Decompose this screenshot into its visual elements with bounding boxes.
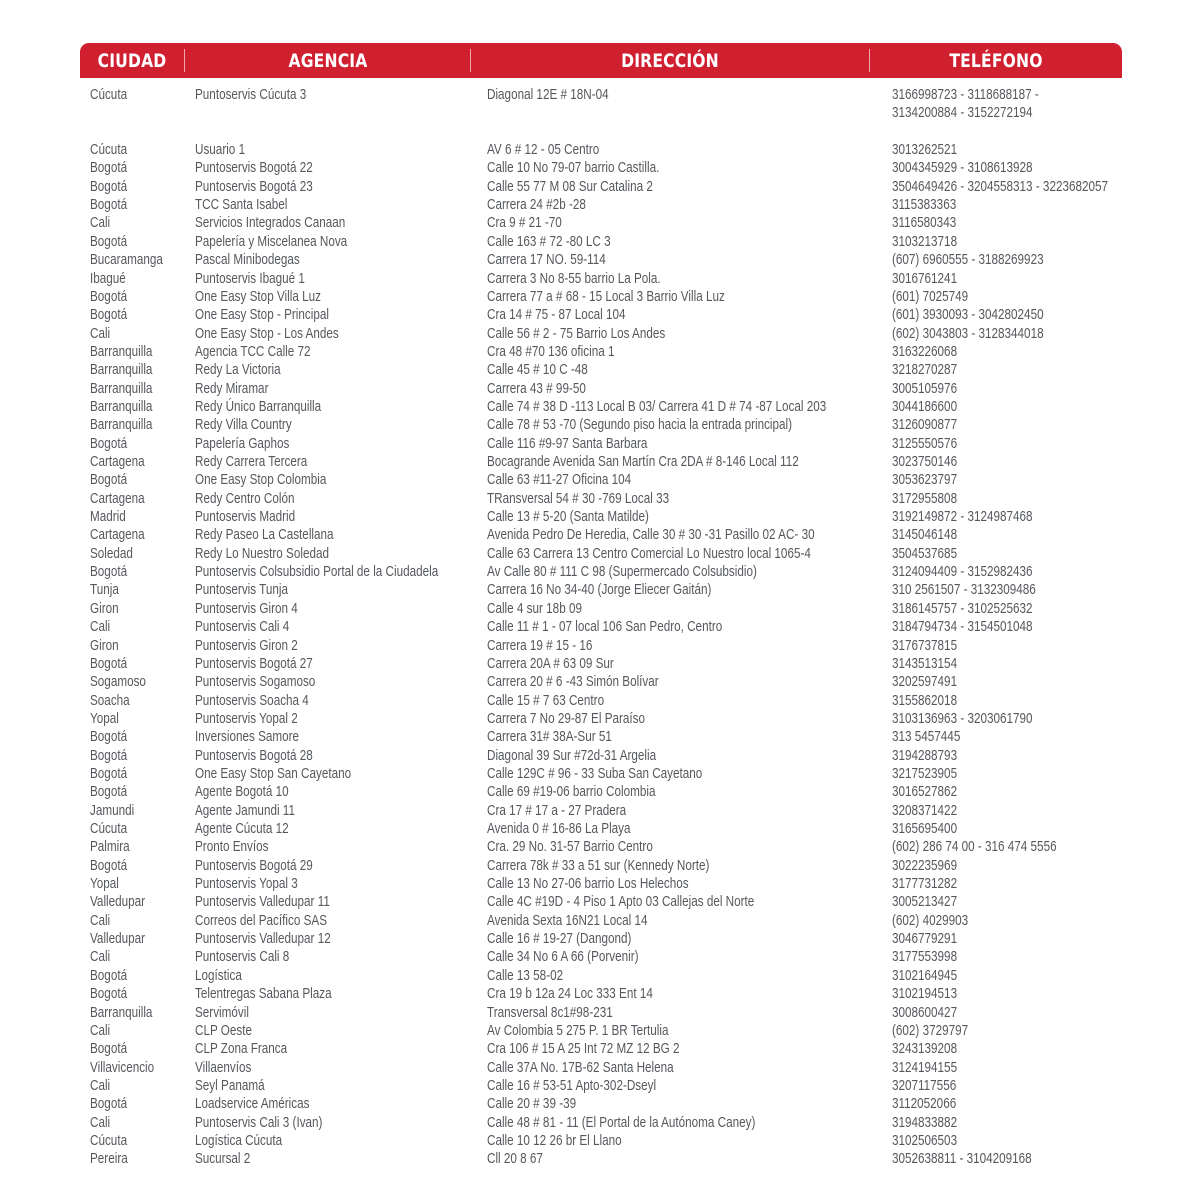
city-cell: Cartagena (90, 489, 145, 507)
city-cell: Cali (90, 1021, 111, 1039)
phone-cell: (602) 3043803 - 3128344018 (892, 324, 1044, 342)
table-row (0, 343, 1200, 361)
table-row (0, 233, 1200, 251)
phone-cell: (602) 3729797 (892, 1021, 969, 1039)
city-cell: Bogotá (90, 287, 128, 305)
table-row (0, 637, 1200, 655)
city-cell: Madrid (90, 508, 126, 526)
table-row (0, 508, 1200, 526)
address-cell: Calle 78 # 53 -70 (Segundo piso hacia la entrada principal) (487, 416, 793, 434)
agency-cell: Puntoservis Cali 8 (195, 948, 290, 966)
phone-cell: 3102164945 (892, 966, 958, 984)
phone-cell: 3145046148 (892, 526, 958, 544)
table-row (0, 435, 1200, 453)
phone-cell: 3218270287 (892, 361, 958, 379)
agency-cell: Puntoservis Yopal 3 (195, 875, 298, 893)
address-cell: Avenida Pedro De Heredia, Calle 30 # 30 -31 Pasillo 02 AC- 30 (487, 526, 815, 544)
phone-cell: 3207117556 (892, 1076, 957, 1094)
agency-cell: Puntoservis Bogotá 27 (195, 654, 313, 672)
header-telefono: TELÉFONO (949, 50, 1043, 72)
table-row (0, 581, 1200, 599)
agency-cell: Villaenvíos (195, 1058, 252, 1076)
city-cell: Jamundi (90, 801, 135, 819)
agency-cell: One Easy Stop Colombia (195, 471, 327, 489)
address-cell: Calle 16 # 19-27 (Dangond) (487, 930, 632, 948)
agency-cell: Puntoservis Valledupar 11 (195, 893, 330, 911)
header-direccion: DIRECCIÓN (621, 50, 719, 72)
address-cell: Calle 15 # 7 63 Centro (487, 691, 605, 709)
table-row (0, 985, 1200, 1003)
table-row (0, 673, 1200, 691)
address-cell: Calle 34 No 6 A 66 (Porvenir) (487, 948, 639, 966)
phone-cell: 3194833882 (892, 1113, 958, 1131)
address-cell: Cra 19 b 12a 24 Loc 333 Ent 14 (487, 985, 653, 1003)
address-cell: Calle 129C # 96 - 33 Suba San Cayetano (487, 764, 703, 782)
city-cell: Cúcuta (90, 1131, 128, 1149)
address-cell: Carrera 20A # 63 09 Sur (487, 654, 614, 672)
phone-cell: 3177731282 (892, 875, 958, 893)
phone-cell: (602) 286 74 00 - 316 474 5556 (892, 838, 1057, 856)
table-row (0, 1004, 1200, 1022)
table-row (0, 416, 1200, 434)
agency-cell: Redy Miramar (195, 379, 269, 397)
city-cell: Bogotá (90, 471, 128, 489)
city-cell: Bogotá (90, 746, 128, 764)
address-cell: Calle 74 # 38 D -113 Local B 03/ Carrera 41 D # 74 -87 Local 203 (487, 397, 827, 415)
phone-cell: 3016527862 (892, 783, 958, 801)
agency-cell: Servicios Integrados Canaan (195, 214, 346, 232)
phone-cell: 3023750146 (892, 453, 958, 470)
agency-cell: Seyl Panamá (195, 1076, 265, 1094)
address-cell: Calle 63 Carrera 13 Centro Comercial Lo Nuestro local 1065-4 (487, 544, 811, 562)
city-cell: Bogotá (90, 177, 128, 195)
phone-cell: 3177553998 (892, 948, 958, 966)
agency-cell: Redy Lo Nuestro Soledad (195, 544, 329, 562)
phone-cell: 3143513154 (892, 654, 958, 672)
city-cell: Giron (90, 599, 119, 617)
phone-cell: (601) 7025749 (892, 287, 969, 305)
table-row (0, 306, 1200, 324)
city-cell: Cali (90, 324, 111, 342)
city-cell: Cartagena (90, 526, 145, 544)
table-row-continuation (0, 104, 1200, 122)
agency-cell: Redy Villa Country (195, 416, 292, 434)
agency-cell: Servimóvil (195, 1003, 249, 1021)
phone-cell: 3194288793 (892, 746, 958, 764)
address-cell: Calle 116 #9-97 Santa Barbara (487, 434, 648, 452)
address-cell: Calle 163 # 72 -80 LC 3 (487, 232, 611, 250)
city-cell: Giron (90, 636, 119, 654)
address-cell: Av Colombia 5 275 P. 1 BR Tertulia (487, 1021, 669, 1039)
agency-cell: Loadservice Américas (195, 1095, 310, 1113)
agency-cell: Agencia TCC Calle 72 (195, 342, 311, 360)
address-cell: Calle 13 # 5-20 (Santa Matilde) (487, 508, 649, 526)
address-cell: Calle 55 77 M 08 Sur Catalina 2 (487, 177, 653, 195)
city-cell: Cali (90, 1113, 111, 1131)
city-cell: Cali (90, 618, 111, 636)
phone-cell: 3124194155 (892, 1058, 958, 1076)
city-cell: Bogotá (90, 985, 128, 1003)
table-row (0, 692, 1200, 710)
address-cell: Calle 37A No. 17B-62 Santa Helena (487, 1058, 674, 1076)
phone-cell: 3103136963 - 3203061790 (892, 709, 1033, 727)
phone-cell: 3134200884 - 3152272194 (892, 104, 1033, 122)
address-cell: Diagonal 12E # 18N-04 (487, 86, 609, 103)
agency-cell: Puntoservis Colsubsidio Portal de la Ciudadela (195, 563, 439, 581)
table-row (0, 159, 1200, 177)
header-divider (869, 49, 870, 72)
phone-cell: 3504537685 (892, 544, 958, 562)
phone-cell: 3172955808 (892, 489, 958, 507)
agency-cell: One Easy Stop Villa Luz (195, 287, 321, 305)
city-cell: Cali (90, 948, 111, 966)
phone-cell: 3184794734 - 3154501048 (892, 618, 1033, 636)
city-cell: Yopal (90, 875, 119, 893)
city-cell: Sogamoso (90, 673, 146, 691)
city-cell: Cúcuta (90, 141, 128, 159)
phone-cell: 3176737815 (892, 636, 958, 654)
address-cell: Calle 48 # 81 - 11 (El Portal de la Autónoma Caney) (487, 1113, 756, 1131)
city-cell: Valledupar (90, 893, 146, 911)
agency-cell: Puntoservis Ibagué 1 (195, 269, 305, 287)
address-cell: Carrera 43 # 99-50 (487, 379, 586, 397)
agency-cell: Puntoservis Soacha 4 (195, 691, 309, 709)
table-row (0, 747, 1200, 765)
table-row (0, 820, 1200, 838)
table-row (0, 1132, 1200, 1150)
address-cell: Cra. 29 No. 31-57 Barrio Centro (487, 838, 653, 856)
address-cell: Av Calle 80 # 111 C 98 (Supermercado Colsubsidio) (487, 563, 757, 581)
phone-cell: 3166998723 - 3118688187 - (892, 86, 1039, 103)
agency-cell: Redy Carrera Tercera (195, 453, 308, 470)
city-cell: Bogotá (90, 783, 128, 801)
phone-cell: 3102506503 (892, 1131, 958, 1149)
address-cell: Carrera 77 a # 68 - 15 Local 3 Barrio Villa Luz (487, 287, 725, 305)
phone-cell: 3044186600 (892, 397, 958, 415)
table-row (0, 600, 1200, 618)
table-row (0, 618, 1200, 636)
agency-cell: Sucursal 2 (195, 1150, 251, 1168)
address-cell: Cra 106 # 15 A 25 Int 72 MZ 12 BG 2 (487, 1040, 680, 1058)
table-row (0, 526, 1200, 544)
agency-cell: Puntoservis Bogotá 23 (195, 177, 313, 195)
address-cell: AV 6 # 12 - 05 Centro (487, 141, 600, 159)
phone-cell: 3013262521 (892, 141, 958, 159)
address-cell: Carrera 19 # 15 - 16 (487, 636, 593, 654)
city-cell: Cartagena (90, 453, 145, 470)
agency-cell: Puntoservis Madrid (195, 508, 296, 526)
table-row (0, 288, 1200, 306)
agency-cell: Usuario 1 (195, 141, 246, 159)
address-cell: TRansversal 54 # 30 -769 Local 33 (487, 489, 670, 507)
address-cell: Calle 20 # 39 -39 (487, 1095, 577, 1113)
address-cell: Carrera 7 No 29-87 El Paraíso (487, 709, 646, 727)
address-cell: Carrera 20 # 6 -43 Simón Bolívar (487, 673, 659, 691)
address-cell: Diagonal 39 Sur #72d-31 Argelia (487, 746, 657, 764)
table-row (0, 1040, 1200, 1058)
phone-cell: 3208371422 (892, 801, 958, 819)
phone-cell: 3163226068 (892, 342, 958, 360)
table-row (0, 361, 1200, 379)
agency-cell: Agente Jamundi 11 (195, 801, 295, 819)
address-cell: Transversal 8c1#98-231 (487, 1003, 613, 1021)
address-cell: Calle 11 # 1 - 07 local 106 San Pedro, Centro (487, 618, 723, 636)
header-divider (470, 49, 471, 72)
table-row (0, 1022, 1200, 1040)
city-cell: Barranquilla (90, 361, 153, 379)
city-cell: Bogotá (90, 563, 128, 581)
phone-cell: 3053623797 (892, 471, 958, 489)
address-cell: Cra 17 # 17 a - 27 Pradera (487, 801, 627, 819)
city-cell: Bogotá (90, 856, 128, 874)
city-cell: Bogotá (90, 966, 128, 984)
city-cell: Palmira (90, 838, 130, 856)
agency-cell: Logística (195, 966, 242, 984)
agency-cell: Agente Cúcuta 12 (195, 820, 289, 837)
city-cell: Barranquilla (90, 379, 153, 397)
address-cell: Cra 9 # 21 -70 (487, 214, 562, 232)
phone-cell: 3155862018 (892, 691, 958, 709)
agency-cell: Pronto Envíos (195, 838, 269, 856)
table-row (0, 930, 1200, 948)
table-header (80, 43, 1122, 78)
header-agencia: AGENCIA (288, 50, 368, 72)
address-cell: Calle 16 # 53-51 Apto-302-Dseyl (487, 1076, 657, 1094)
address-cell: Calle 13 58-02 (487, 966, 564, 984)
table-row (0, 251, 1200, 269)
agency-cell: Puntoservis Cúcuta 3 (195, 86, 307, 103)
city-cell: Soacha (90, 691, 130, 709)
agency-cell: Puntoservis Yopal 2 (195, 709, 298, 727)
phone-cell: 3004345929 - 3108613928 (892, 159, 1033, 177)
agency-cell: Redy Único Barranquilla (195, 397, 322, 415)
table-row (0, 948, 1200, 966)
table-row (0, 1150, 1200, 1168)
phone-cell: 3022235969 (892, 856, 958, 874)
city-cell: Ibagué (90, 269, 126, 287)
table-row (0, 270, 1200, 288)
city-cell: Soledad (90, 544, 133, 562)
agency-cell: Papelería Gaphos (195, 434, 290, 452)
table-row (0, 490, 1200, 508)
phone-cell: 3102194513 (892, 985, 958, 1003)
city-cell: Cúcuta (90, 820, 128, 837)
table-row (0, 196, 1200, 214)
agency-cell: One Easy Stop San Cayetano (195, 764, 352, 782)
table-row (0, 1059, 1200, 1077)
agency-cell: TCC Santa Isabel (195, 196, 288, 214)
table-row (0, 178, 1200, 196)
address-cell: Carrera 3 No 8-55 barrio La Pola. (487, 269, 661, 287)
agency-cell: Puntoservis Sogamoso (195, 673, 316, 691)
phone-cell: 3008600427 (892, 1003, 958, 1021)
address-cell: Carrera 24 #2b -28 (487, 196, 586, 214)
table-row (0, 857, 1200, 875)
address-cell: Calle 4 sur 18b 09 (487, 599, 582, 617)
address-cell: Carrera 16 No 34-40 (Jorge Eliecer Gaitán) (487, 581, 712, 599)
phone-cell: 3202597491 (892, 673, 958, 691)
phone-cell: (602) 4029903 (892, 911, 969, 929)
address-cell: Avenida Sexta 16N21 Local 14 (487, 911, 648, 929)
agency-cell: Puntoservis Cali 4 (195, 618, 290, 636)
table-row (0, 398, 1200, 416)
table-row (0, 86, 1200, 104)
city-cell: Yopal (90, 709, 119, 727)
city-cell: Bucaramanga (90, 251, 163, 269)
city-cell: Bogotá (90, 728, 128, 746)
address-cell: Calle 13 No 27-06 barrio Los Helechos (487, 875, 689, 893)
agency-cell: Puntoservis Valledupar 12 (195, 930, 331, 948)
phone-cell: 3165695400 (892, 820, 958, 837)
table-row (0, 710, 1200, 728)
phone-cell: 3115383363 (892, 196, 957, 214)
address-cell: Carrera 17 NO. 59-114 (487, 251, 606, 269)
city-cell: Cali (90, 911, 111, 929)
address-cell: Calle 10 No 79-07 barrio Castilla. (487, 159, 660, 177)
table-row (0, 1114, 1200, 1132)
city-cell: Valledupar (90, 930, 146, 948)
table-row (0, 765, 1200, 783)
phone-cell: 3046779291 (892, 930, 958, 948)
phone-cell: 3192149872 - 3124987468 (892, 508, 1033, 526)
header-ciudad: CIUDAD (97, 50, 167, 72)
phone-cell: 3217523905 (892, 764, 958, 782)
phone-cell: 3125550576 (892, 434, 958, 452)
agency-cell: Puntoservis Tunja (195, 581, 289, 599)
address-cell: Carrera 78k # 33 a 51 sur (Kennedy Norte) (487, 856, 710, 874)
phone-cell: 3186145757 - 3102525632 (892, 599, 1033, 617)
agency-cell: Redy La Victoria (195, 361, 281, 379)
table-row (0, 141, 1200, 159)
phone-cell: 3112052066 (892, 1095, 957, 1113)
table-row (0, 967, 1200, 985)
city-cell: Bogotá (90, 196, 128, 214)
agency-cell: Puntoservis Cali 3 (Ivan) (195, 1113, 323, 1131)
agency-cell: Inversiones Samore (195, 728, 300, 746)
phone-cell: 3504649426 - 3204558313 - 3223682057 (892, 177, 1109, 195)
city-cell: Villavicencio (90, 1058, 155, 1076)
table-row (0, 380, 1200, 398)
phone-cell: 3116580343 (892, 214, 957, 232)
phone-cell: 3052638811 - 3104209168 (892, 1150, 1032, 1168)
phone-cell: 3124094409 - 3152982436 (892, 563, 1033, 581)
agency-cell: Puntoservis Bogotá 22 (195, 159, 313, 177)
city-cell: Cali (90, 1076, 111, 1094)
header-divider (184, 49, 185, 72)
agency-cell: Redy Centro Colón (195, 489, 295, 507)
agency-cell: Papelería y Miscelanea Nova (195, 232, 348, 250)
address-cell: Calle 10 12 26 br El Llano (487, 1131, 622, 1149)
table-row (0, 214, 1200, 232)
agency-cell: Agente Bogotá 10 (195, 783, 289, 801)
address-cell: Calle 45 # 10 C -48 (487, 361, 588, 379)
table-row (0, 1095, 1200, 1113)
table-row (0, 545, 1200, 563)
table-row (0, 471, 1200, 489)
city-cell: Bogotá (90, 232, 128, 250)
city-cell: Tunja (90, 581, 119, 599)
phone-cell: 3126090877 (892, 416, 958, 434)
agency-cell: Telentregas Sabana Plaza (195, 985, 332, 1003)
agency-cell: CLP Oeste (195, 1021, 253, 1039)
address-cell: Calle 63 #11-27 Oficina 104 (487, 471, 632, 489)
agency-cell: CLP Zona Franca (195, 1040, 288, 1058)
city-cell: Cali (90, 214, 111, 232)
agency-cell: Puntoservis Bogotá 28 (195, 746, 313, 764)
address-cell: Cra 48 #70 136 oficina 1 (487, 342, 615, 360)
agency-cell: Correos del Pacífico SAS (195, 911, 328, 929)
agency-cell: Logística Cúcuta (195, 1131, 283, 1149)
table-row (0, 325, 1200, 343)
city-cell: Bogotá (90, 654, 128, 672)
table-row (0, 802, 1200, 820)
address-cell: Calle 56 # 2 - 75 Barrio Los Andes (487, 324, 666, 342)
city-cell: Bogotá (90, 1095, 128, 1113)
phone-cell: 3243139208 (892, 1040, 958, 1058)
city-cell: Barranquilla (90, 397, 153, 415)
address-cell: Avenida 0 # 16-86 La Playa (487, 820, 631, 837)
agency-cell: Redy Paseo La Castellana (195, 526, 334, 544)
agency-cell: One Easy Stop - Principal (195, 306, 329, 324)
phone-cell: 313 5457445 (892, 728, 961, 746)
city-cell: Bogotá (90, 434, 128, 452)
city-cell: Cúcuta (90, 86, 128, 103)
table-row (0, 783, 1200, 801)
city-cell: Barranquilla (90, 342, 153, 360)
table-row (0, 563, 1200, 581)
table-row (0, 1077, 1200, 1095)
phone-cell: 3005213427 (892, 893, 958, 911)
table-row (0, 912, 1200, 930)
table-row (0, 655, 1200, 673)
address-cell: Bocagrande Avenida San Martín Cra 2DA # 8-146 Local 112 (487, 453, 799, 470)
table-row (0, 838, 1200, 856)
address-cell: Cll 20 8 67 (487, 1150, 543, 1168)
table-row (0, 728, 1200, 746)
phone-cell: 3005105976 (892, 379, 958, 397)
city-cell: Bogotá (90, 1040, 128, 1058)
city-cell: Pereira (90, 1150, 128, 1168)
phone-cell: 3103213718 (892, 232, 958, 250)
address-cell: Cra 14 # 75 - 87 Local 104 (487, 306, 626, 324)
phone-cell: 310 2561507 - 3132309486 (892, 581, 1036, 599)
phone-cell: (607) 6960555 - 3188269923 (892, 251, 1044, 269)
address-cell: Calle 4C #19D - 4 Piso 1 Apto 03 Callejas del Norte (487, 893, 755, 911)
address-cell: Carrera 31# 38A-Sur 51 (487, 728, 612, 746)
agency-cell: One Easy Stop - Los Andes (195, 324, 339, 342)
city-cell: Barranquilla (90, 416, 153, 434)
phone-cell: 3016761241 (892, 269, 958, 287)
agency-cell: Puntoservis Giron 4 (195, 599, 298, 617)
table-row (0, 893, 1200, 911)
table-row (0, 453, 1200, 471)
address-cell: Calle 69 #19-06 barrio Colombia (487, 783, 656, 801)
table-row (0, 875, 1200, 893)
city-cell: Bogotá (90, 306, 128, 324)
agency-cell: Pascal Minibodegas (195, 251, 300, 269)
city-cell: Bogotá (90, 159, 128, 177)
city-cell: Barranquilla (90, 1003, 153, 1021)
phone-cell: (601) 3930093 - 3042802450 (892, 306, 1044, 324)
agency-cell: Puntoservis Bogotá 29 (195, 856, 313, 874)
city-cell: Bogotá (90, 764, 128, 782)
agency-cell: Puntoservis Giron 2 (195, 636, 298, 654)
